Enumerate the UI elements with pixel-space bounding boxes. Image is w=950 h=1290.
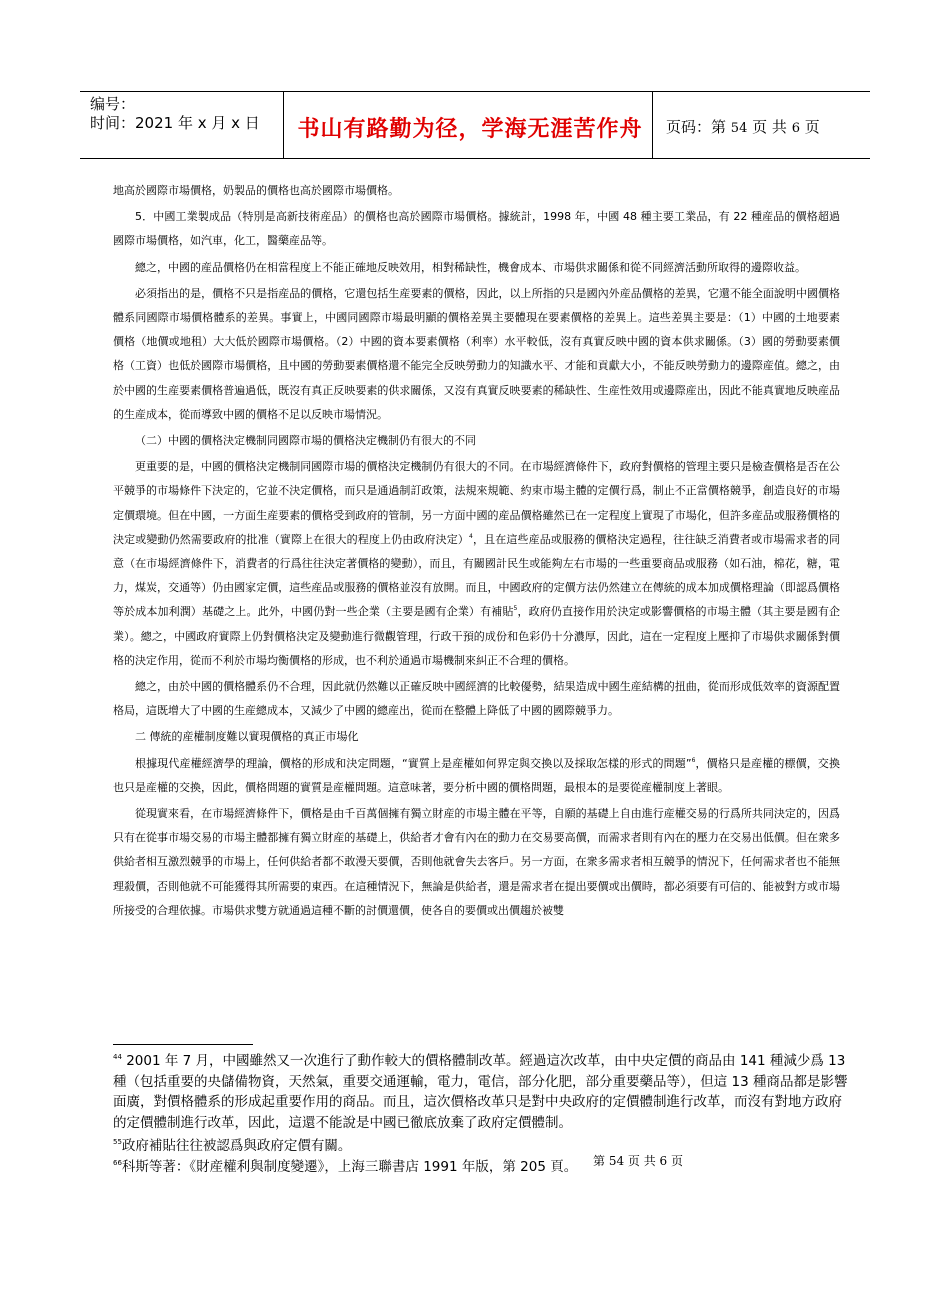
page-suffix: 页 (804, 118, 820, 136)
footnote-mark: 66 (113, 1158, 122, 1167)
footnote-ref: 5 (513, 605, 518, 613)
header-divider (283, 92, 284, 158)
header-meta (90, 95, 260, 133)
paragraph: 總之，中國的産品價格仍在相當程度上不能正確地反映效用，相對稀缺性，機會成本、市場供求關係和從不同經濟活動所取得的邊際收益。 (135, 260, 806, 274)
paragraph (113, 752, 840, 800)
footnote-ref: 4 (469, 532, 473, 540)
footnote-mark: 55 (113, 1138, 122, 1146)
document-body (113, 179, 840, 923)
paragraph-text: ，且在這些産品或服務的價格決定過程，往往缺乏消費者或市場需求者的同意（在市場經濟條件下，消費者的行爲往往決定著價格的變動），而且，有關國計民生或能夠左右市場的一些重要商品或服務（如石油，棉花，糖，電力，煤炭，交通等）仍由國家定價，這些産品或服務的價格並沒有放開。而且，中國政府的定價方法仍然建立在傳統的成本加成價格理論（即認爲價格等於成本加利潤）基礎之上。此外，中國仍對一些企業（主要是國有企業）有補貼 (113, 532, 841, 619)
footnote (113, 1157, 848, 1178)
footnote-mark: 44 (113, 1053, 122, 1061)
footnote-ref: 6 (691, 756, 696, 764)
paragraph: 從現實來看，在市場經濟條件下，價格是由千百萬個擁有獨立財産的市場主體在平等，自願的基礎上自由進行産權交易的行爲所共同決定的，因爲只有在從事市場交易的市場主體都擁有獨立財産的基礎上，供給者才會有內在的動力在交易要高價，而需求者則有內在的壓力在交易出低價。但在衆多供給者相互激烈競爭的市場上，任何供給者都不敢漫天要價，否則他就會失去客戶。另一方面，在衆多需求者相互競爭的情況下，任何需求者也不能無理殺價，否則他就不可能獲得其所需要的東西。在這種情況下，無論是供給者，還是需求者在提出要價或出價時，都必須要有可信的、能被對方或市場所接受的合理依據。市場供求雙方就通過這種不斷的討價還價，使各自的要價或出價趨於被雙 (113, 807, 840, 917)
footnote (113, 1051, 848, 1133)
footnote-text: 政府補貼往往被認爲與政府定價有關。 (121, 1138, 352, 1154)
footnote-text: 2001 年 7 月，中國雖然又一次進行了動作較大的價格體制改革。經過這次改革，由中央定價的商品由 141 種減少爲 13 種（包括重要的央儲備物資，天然氣，重要交通運輸，電力，電信，部分化肥，部分重要藥品等），但這 13 種商品都是影響面廣，對價格體系的形成起重要作用的商品。而且，這次價格改革只是對中央政府的定價體制進行改革，而沒有對地方政府的定價體制進行改革，因此，這還不能說是中國已徹底放棄了政府定價體制。 (113, 1053, 848, 1131)
paragraph: 必須指出的是，價格不只是指産品的價格，它還包括生産要素的價格，因此，以上所指的只是國內外産品價格的差異，它還不能全面說明中國價格體系同國際市場價格體系的差異。事實上，中國同國際市場最明顯的價格差異主要體現在要素價格的差異上。這些差異主要是：（1）中國的土地要素價格（地價或地租）大大低於國際市場價格。（2）中國的資本要素價格（利率）水平較低，沒有真實反映中國的資本供求關係。（3）國的勞動要素價格（工資）也低於國際市場價格，且中國的勞動要素價格還不能完全反映勞動力的知識水平、才能和貢獻大小，不能反映勞動力的邊際産值。總之，由於中國的生産要素價格普遍過低，既沒有真正反映要素的供求關係，又沒有真實反映要素的稀缺性、生産性效用或邊際産出，因此不能真實地反映産品的生産成本，從而導致中國的價格不足以反映市場情況。 (113, 286, 840, 421)
footnote-separator (113, 1044, 253, 1045)
section-heading: 二 傳統的産權制度難以實現價格的真正市場化 (135, 730, 359, 744)
page-middle: 页 共 (752, 118, 787, 136)
paragraph: 總之，由於中國的價格體系仍不合理，因此就仍然難以正確反映中國經濟的比較優勢，結果造成中國生産結構的扭曲，從而形成低效率的資源配置格局，這既增大了中國的生産總成本，又減少了中國的總産出，從而在整體上降低了中國的國際競爭力。 (113, 680, 840, 718)
paragraph (113, 455, 840, 673)
paragraph-text: 更重要的是，中國的價格決定機制同國際市場的價格決定機制仍有很大的不同。在市場經濟條件下，政府對價格的管理主要只是檢查價格是否在公平競爭的市場條件下決定的，它並不決定價格，而只是通過制訂政策，法規來規範、約束市場主體的定價行爲，制止不正當價格競爭，創造良好的市場定價環境。但在中國，一方面生産要素的價格受到政府的管制，另一方面中國的産品價格雖然已在一定程度上實現了市場化，但許多産品或服務價格的決定或變動仍然需要政府的批准（實際上在很大的程度上仍由政府決定） (113, 460, 840, 546)
document-number-label: 编号： (90, 95, 136, 113)
page-current: 54 (730, 121, 748, 136)
footnote-text: 科斯等著：《財産權利與制度變遷》，上海三聯書店 1991 年版，第 205 頁。 (121, 1158, 578, 1175)
paragraph: 5．中國工業製成品（特別是高新技術産品）的價格也高於國際市場價格。據統計，1998 年，中國 48 種主要工業品，有 22 種産品的價格超過國際市場價格，如汽車，化工，醫藥産品等。 (113, 210, 840, 248)
page-total: 6 (791, 121, 800, 136)
paragraph-text: ，價格只是産權的標價，交換也只是産權的交換，因此，價格問題的實質是産權問題。這意味著，要分析中國的價格問題，最根本的是要從産權制度上著眼。 (113, 756, 840, 794)
section-heading: （二）中國的價格決定機制同國際市場的價格決定機制仍有很大的不同 (135, 434, 476, 448)
header-divider (652, 92, 653, 158)
paragraph-text: ，政府仍直接作用於決定或影響價格的市場主體（其主要是國有企業）。總之，中國政府實際上仍對價格決定及變動進行微觀管理，行政干預的成份和色彩仍十分濃厚，因此，這在一定程度上壓抑了市場供求關係對價格的決定作用，從而不利於市場均衡價格的形成，也不利於通過市場機制來糾正不合理的價格。 (113, 605, 841, 667)
page-footer: 第 54 页 共 6 页 (593, 1154, 683, 1168)
page-prefix: 页码：第 (666, 118, 727, 136)
footnote (113, 1136, 848, 1157)
paragraph: 地高於國際市場價格，奶製品的價格也高於國際市場價格。 (113, 184, 399, 197)
header-motto: 书山有路勤为径，学海无涯苦作舟 (297, 117, 643, 142)
header-page-info (666, 116, 820, 137)
document-time-label: 时间：2021 年 x 月 x 日 (90, 114, 260, 132)
page-header (80, 91, 870, 159)
footnotes (113, 1051, 848, 1177)
paragraph-text: 根據現代産權經濟學的理論，價格的形成和決定問題，“實質上是産權如何界定與交換以及採取怎樣的形式的問題” (135, 756, 692, 770)
